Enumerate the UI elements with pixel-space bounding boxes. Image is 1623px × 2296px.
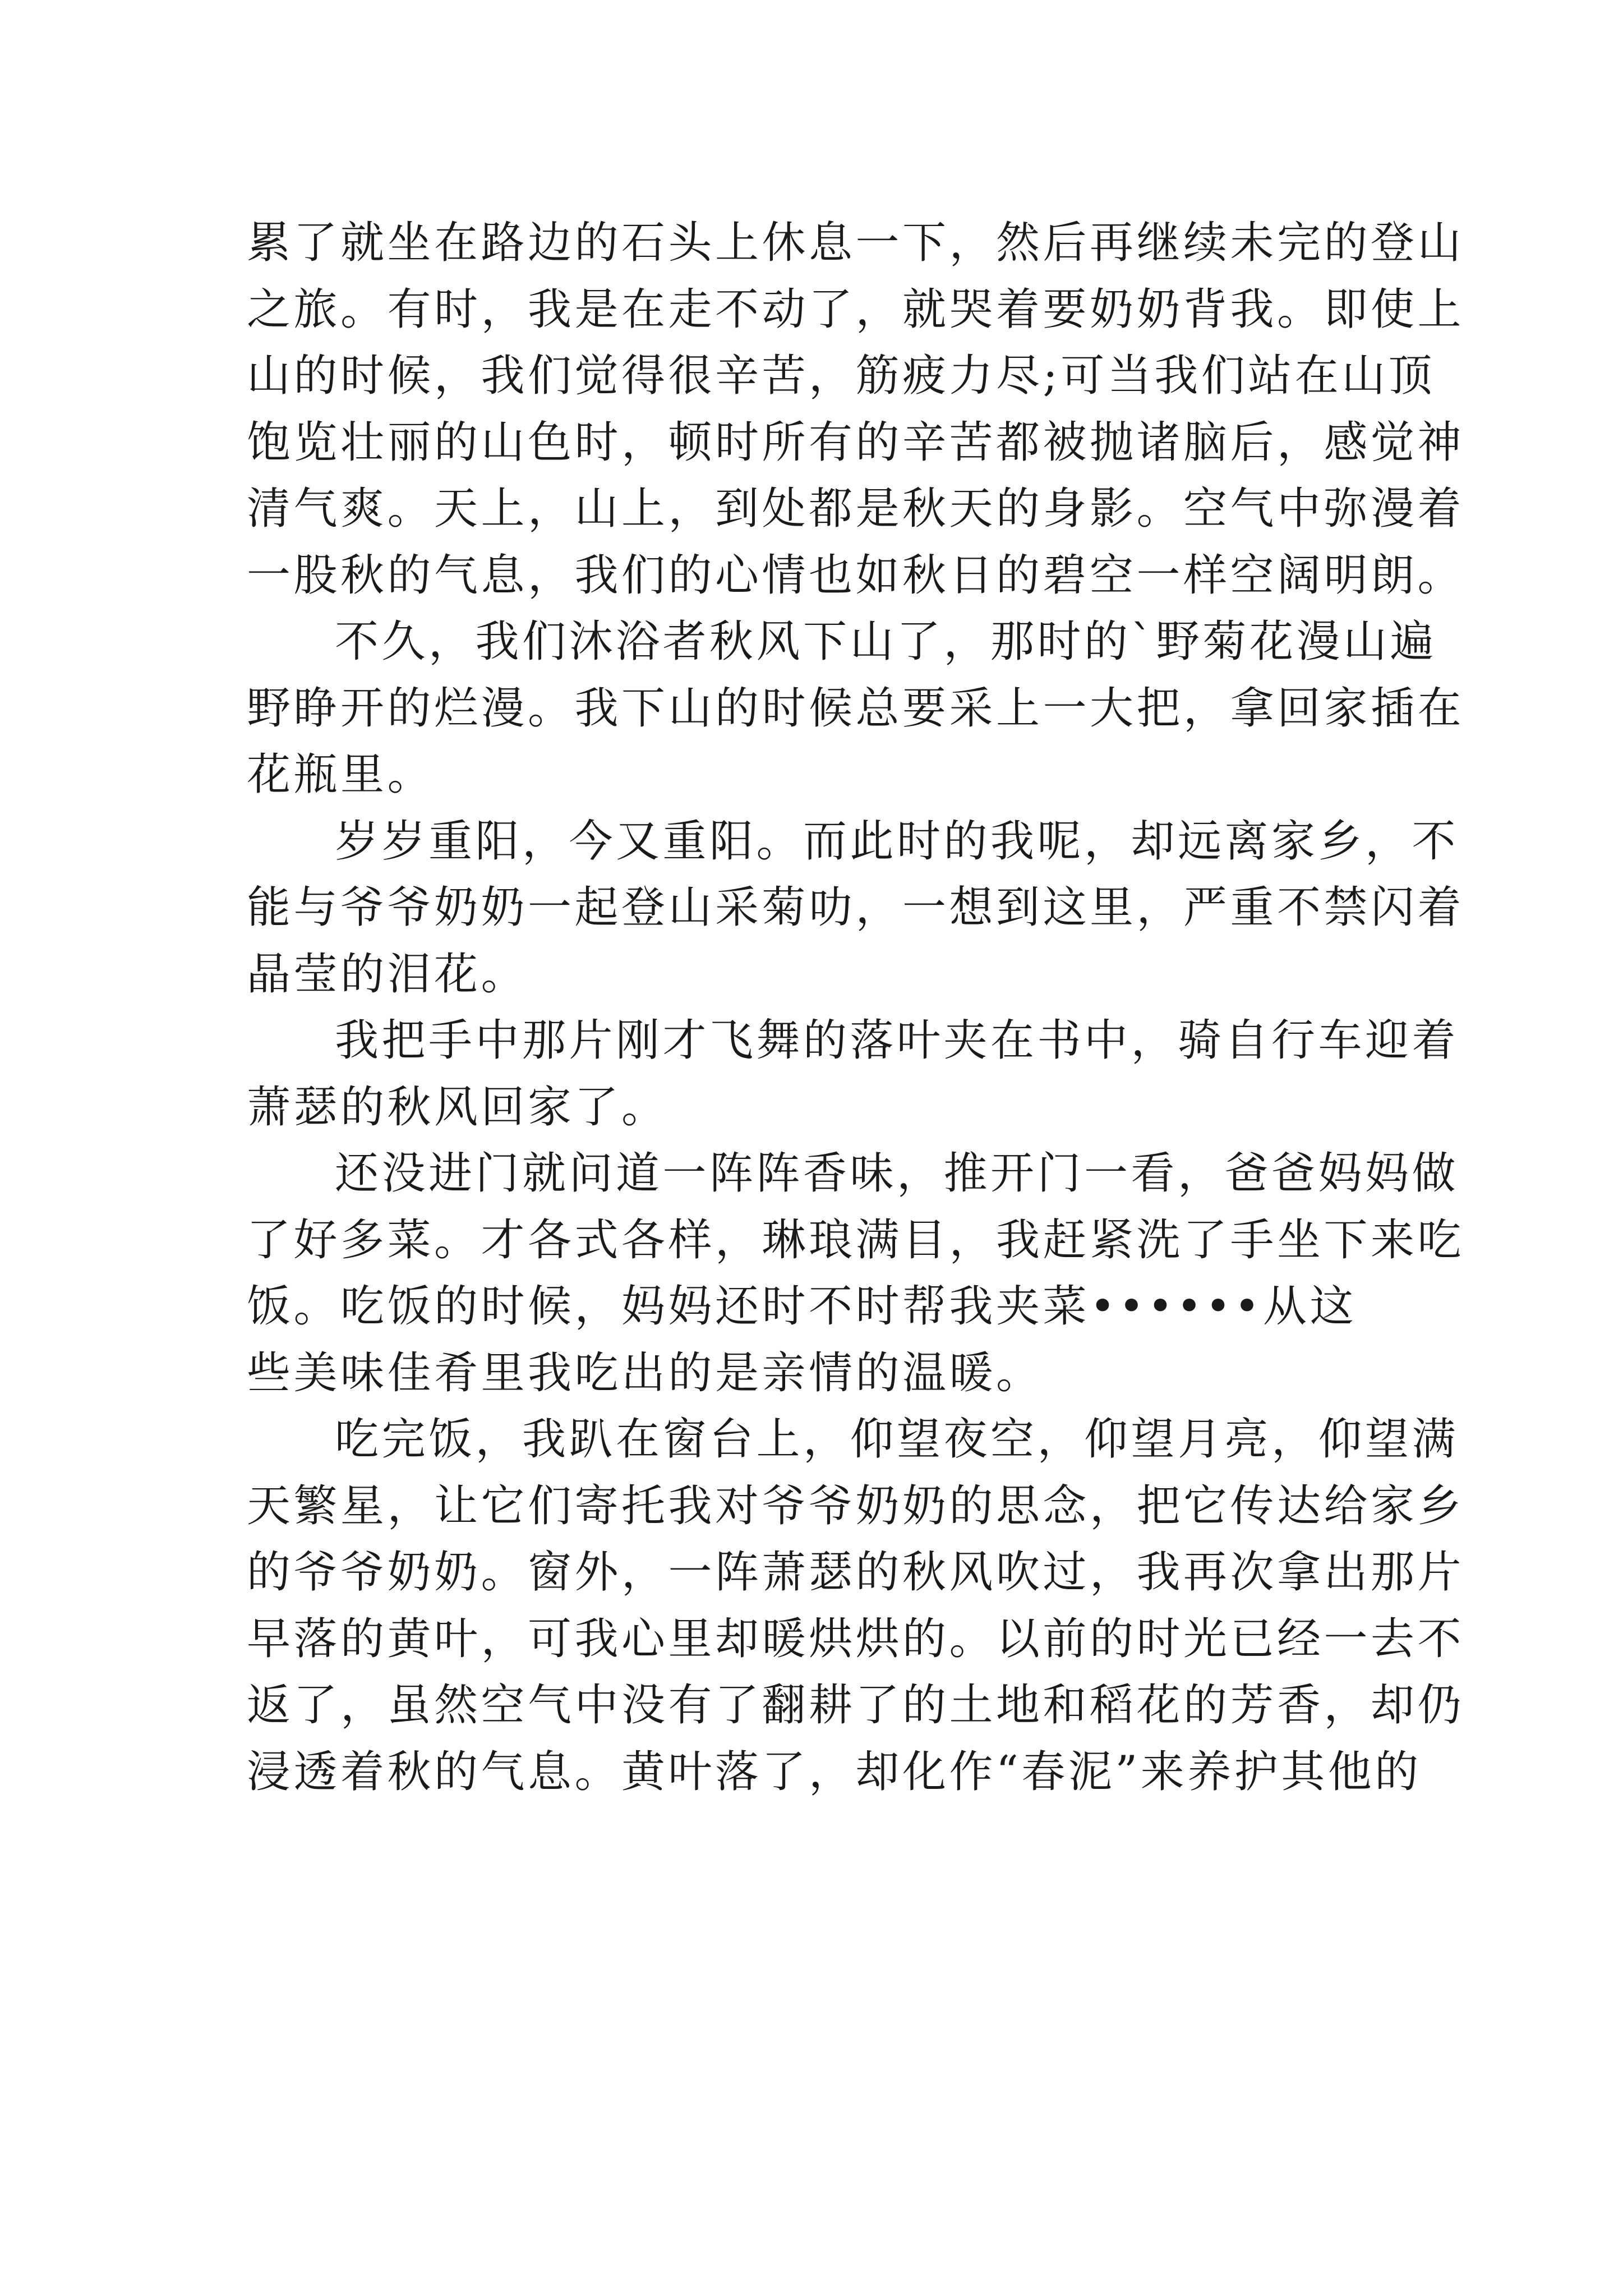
text-line: 吃完饭，我趴在窗台上，仰望夜空，仰望月亮，仰望满: [335, 1414, 1459, 1465]
text-line: 累了就坐在路边的石头上休息一下，然后再继续未完的登山: [247, 218, 1465, 268]
text-line: 清气爽。天上，山上，到处都是秋天的身影。空气中弥漫着: [247, 484, 1465, 534]
text-line: 不久，我们沐浴者秋风下山了，那时的`野菊花漫山遍: [335, 616, 1437, 667]
paragraph-4: [247, 1007, 1459, 1140]
text-line: 返了，虽然空气中没有了翻耕了的土地和稻花的芳香，却仍: [247, 1680, 1465, 1731]
text-line: 能与爷爷奶奶一起登山采菊叻，一想到这里，严重不禁闪着: [247, 882, 1465, 933]
text-line: 之旅。有时，我是在走不动了，就哭着要奶奶背我。即使上: [247, 284, 1465, 335]
text-line: 饱览壮丽的山色时，顿时所有的辛苦都被抛诸脑后，感觉神: [247, 417, 1465, 468]
text-line: 山的时候，我们觉得很辛苦，筋疲力尽;可当我们站在山顶: [247, 351, 1436, 401]
text-line: 的爷爷奶奶。窗外，一阵萧瑟的秋风吹过，我再次拿出那片: [247, 1547, 1465, 1598]
text-line: 我把手中那片刚才飞舞的落叶夹在书中，骑自行车迎着: [335, 1015, 1459, 1066]
paragraph-5: [247, 1140, 1465, 1406]
text-line: 晶莹的泪花。: [247, 949, 528, 1000]
text-line: 野睁开的烂漫。我下山的时候总要采上一大把，拿回家插在: [247, 683, 1465, 734]
text-line: 天繁星，让它们寄托我对爷爷奶奶的思念，把它传达给家乡: [247, 1480, 1465, 1531]
paragraph-3: [247, 808, 1465, 1008]
text-line: 还没进门就问道一阵阵香味，推开门一看，爸爸妈妈做: [335, 1148, 1459, 1199]
text-line: 了好多菜。才各式各样，琳琅满目，我赶紧洗了手坐下来吃: [247, 1214, 1465, 1266]
paragraph-2: [247, 609, 1465, 808]
text-line: 浸透着秋的气息。黄叶落了，却化作“春泥”来养护其他的: [247, 1746, 1422, 1797]
text-line: 花瓶里。: [247, 749, 435, 800]
paragraph-6: [247, 1406, 1465, 1805]
text-line: 饭。吃饭的时候，妈妈还时不时帮我夹菜••••••从这: [247, 1281, 1357, 1332]
text-line: 早落的黄叶，可我心里却暖烘烘的。以前的时光已经一去不: [247, 1613, 1465, 1664]
text-line: 萧瑟的秋风回家了。: [247, 1082, 668, 1133]
text-line: 岁岁重阳，今又重阳。而此时的我呢，却远离家乡，不: [335, 816, 1459, 867]
text-line: 一股秋的气息，我们的心情也如秋日的碧空一样空阔明朗。: [247, 550, 1465, 601]
document-page: [247, 210, 1465, 1805]
text-line: 些美味佳肴里我吃出的是亲情的温暖。: [247, 1347, 1043, 1398]
paragraph-1: [247, 210, 1465, 609]
